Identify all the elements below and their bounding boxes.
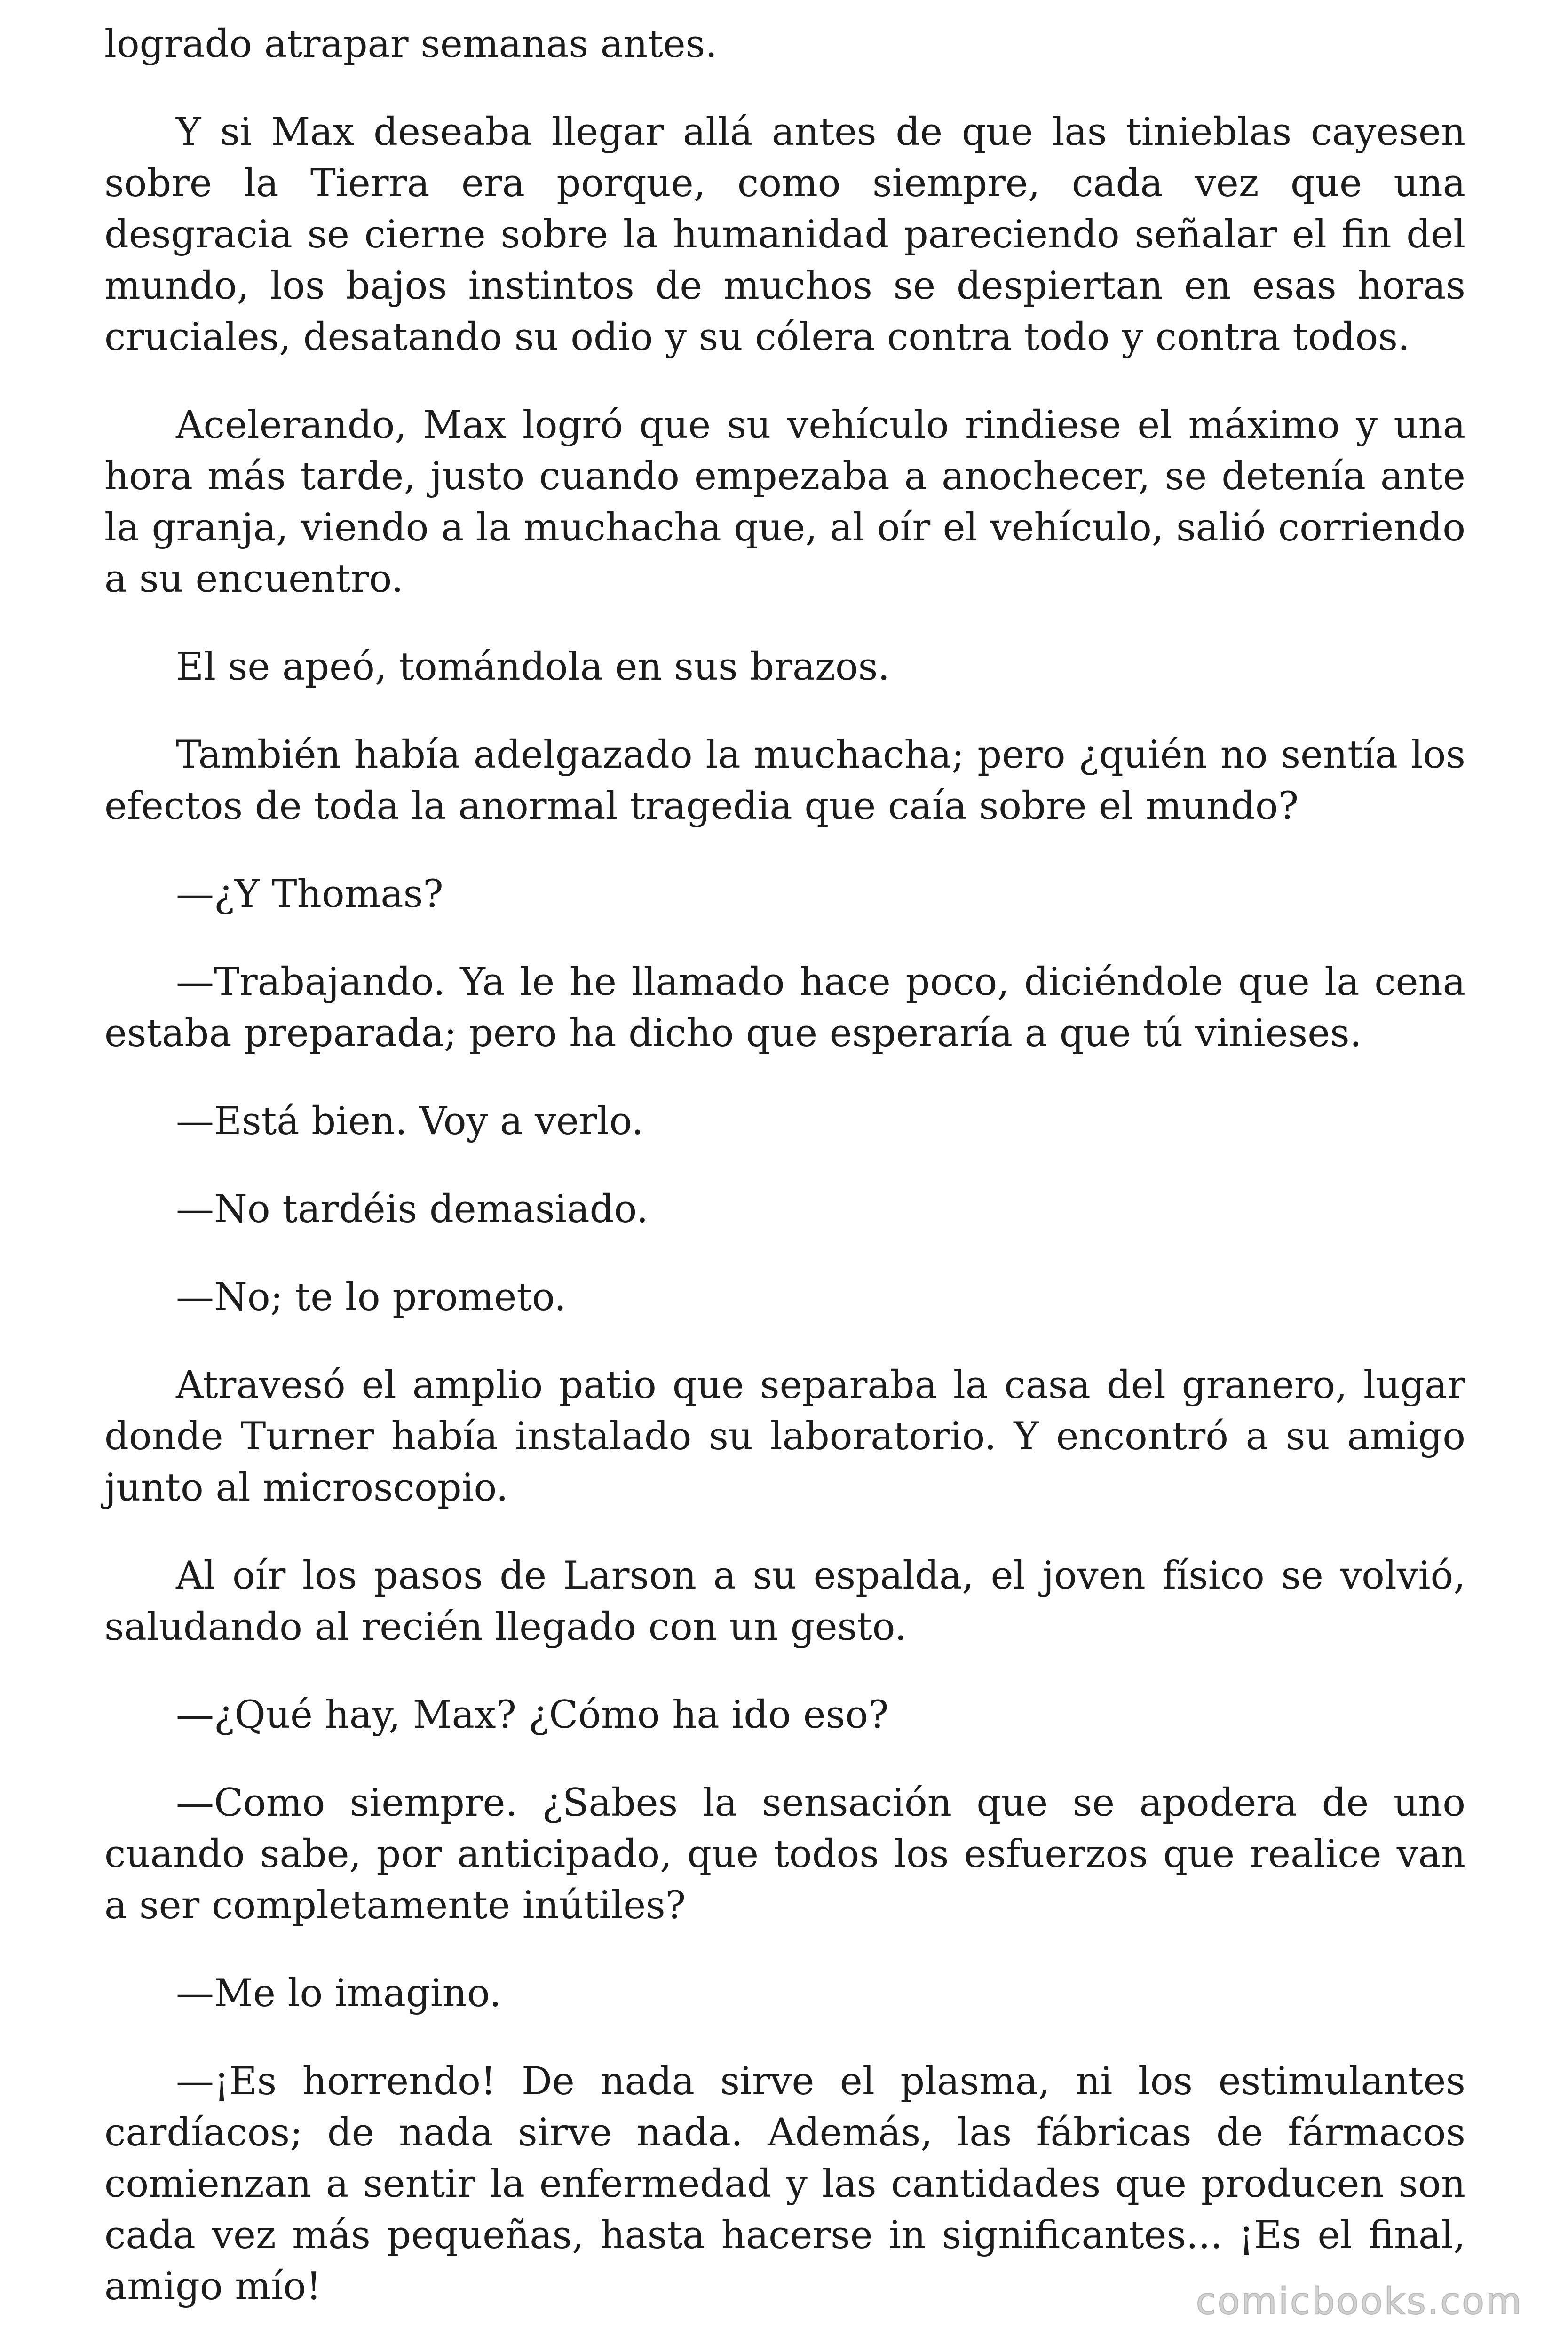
paragraph-continuation: logrado atrapar semanas antes. (104, 22, 718, 66)
paragraph-narration: Acelerando, Max logró que su vehículo rindiese el máximo y una hora más tarde, justo cuando empezaba a anochecer, se detenía ante la granja, viendo a la muchacha que, al oír el vehículo, salió corriendo a su encuentro. (104, 403, 1465, 601)
watermark: comicbooks.com (1196, 2280, 1523, 2323)
paragraph-narration: Al oír los pasos de Larson a su espalda, el joven físico se volvió, saludando al recién llegado con un gesto. (104, 1554, 1465, 1649)
paragraph-dialogue: —Trabajando. Ya le he llamado hace poco, diciéndole que la cena estaba preparada; pero ha dicho que esperaría a que tú vinieses. (104, 960, 1465, 1056)
paragraph-narration: También había adelgazado la muchacha; pero ¿quién no sentía los efectos de toda la anormal tragedia que caía sobre el mundo? (104, 733, 1465, 828)
paragraph-dialogue: —No; te lo prometo. (176, 1275, 567, 1319)
paragraph-dialogue: —¡Es horrendo! De nada sirve el plasma, ni los estimulantes cardíacos; de nada sirve nada. Además, las fábricas de fármacos comienzan a sentir la enfermedad y las cantidades que producen son cada vez más pequeñas, hasta hacerse in significantes... ¡Es el final, amigo mío! (104, 2059, 1465, 2309)
paragraph-dialogue: —Está bien. Voy a verlo. (176, 1099, 644, 1144)
book-page (104, 19, 1465, 2312)
paragraph-dialogue: —Como siempre. ¿Sabes la sensación que se apodera de uno cuando sabe, por anticipado, que todos los esfuerzos que realice van a ser completamente inútiles? (104, 1781, 1465, 1928)
paragraph-narration: Atravesó el amplio patio que separaba la casa del granero, lugar donde Turner había instalado su laboratorio. Y encontró a su amigo junto al microscopio. (104, 1363, 1465, 1510)
paragraph-dialogue: —¿Y Thomas? (176, 872, 443, 916)
paragraph-narration: Y si Max deseaba llegar allá antes de que las tinieblas cayesen sobre la Tierra era porque, como siempre, cada vez que una desgracia se cierne sobre la humanidad pareciendo señalar el fin del mundo, los bajos instintos de muchos se despiertan en esas horas cruciales, desatando su odio y su cólera contra todo y contra todos. (104, 110, 1465, 359)
paragraph-narration: El se apeó, tomándola en sus brazos. (176, 645, 890, 689)
paragraph-dialogue: —Me lo imagino. (176, 1971, 502, 2016)
paragraph-dialogue: —No tardéis demasiado. (176, 1187, 649, 1232)
paragraph-dialogue: —¿Qué hay, Max? ¿Cómo ha ido eso? (176, 1693, 889, 1737)
